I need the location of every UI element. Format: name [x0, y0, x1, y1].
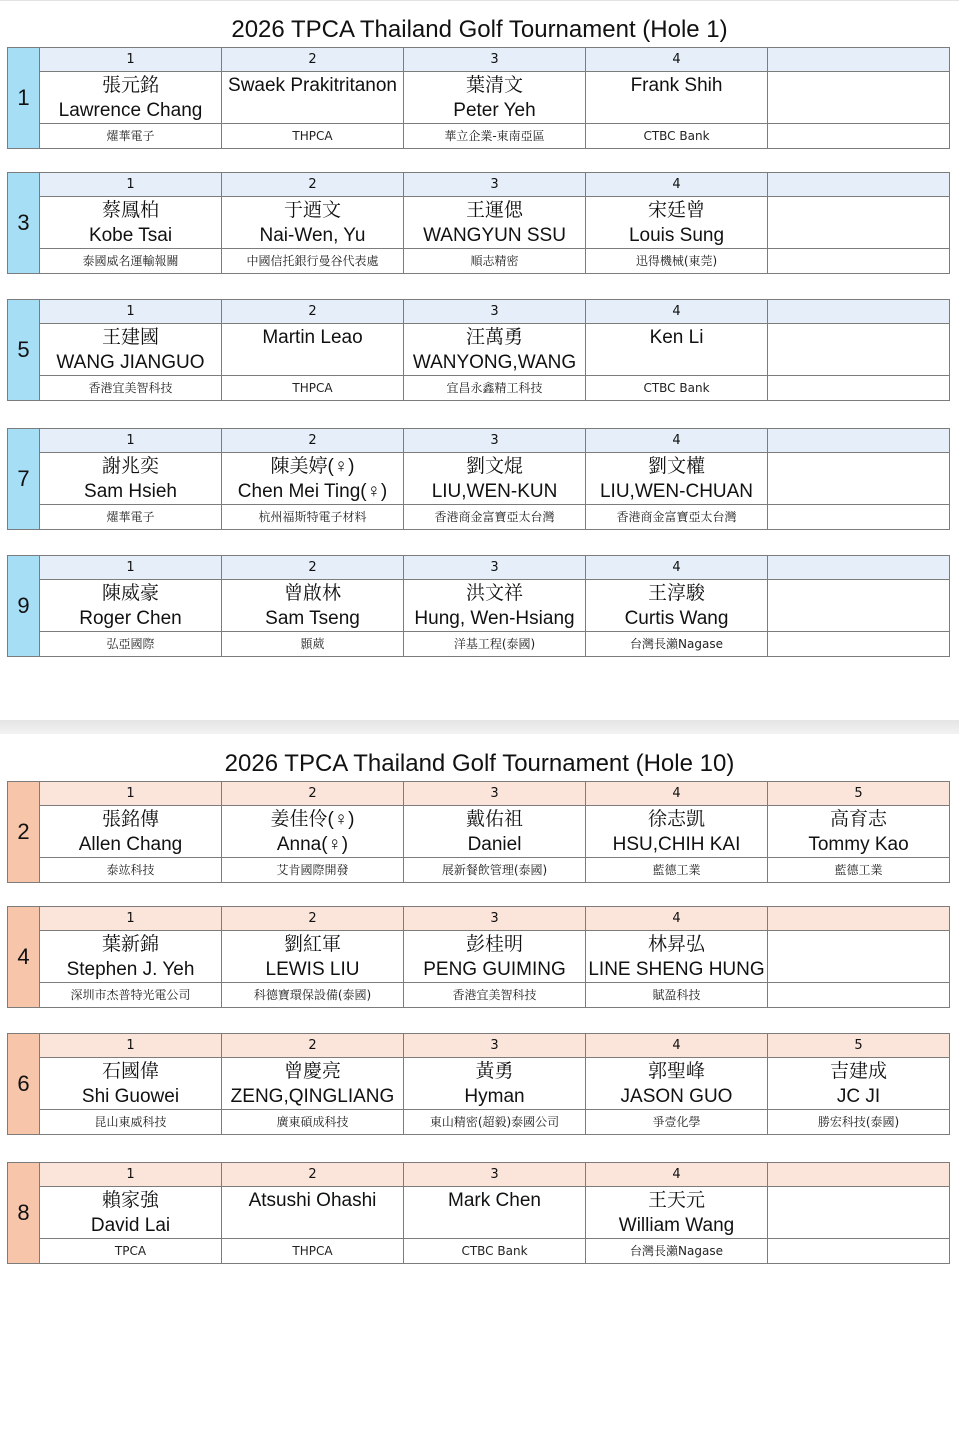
company-name: CTBC Bank [586, 376, 768, 401]
slot-number-row [40, 299, 950, 324]
slot-number: 2 [222, 428, 404, 453]
hole-number: 1 [7, 47, 40, 149]
player-english-name: Shi Guowei [81, 1086, 180, 1107]
player-cell [404, 453, 586, 505]
company-name-row [40, 124, 950, 149]
company-name: 燿華電子 [40, 505, 222, 530]
player-english-name: Sam Hsieh [84, 481, 177, 502]
slot-number-row [40, 1162, 950, 1187]
player-cell [586, 580, 768, 632]
slot-number: 2 [222, 1033, 404, 1058]
slot-number: 1 [40, 172, 222, 197]
player-cell [222, 931, 404, 983]
hole-number: 3 [7, 172, 40, 274]
player-grid [40, 172, 950, 274]
slot-number: 1 [40, 47, 222, 72]
player-cell [222, 197, 404, 249]
player-cell [404, 197, 586, 249]
player-cell [40, 806, 222, 858]
player-english-name: Louis Sung [628, 225, 725, 246]
player-english-name: JASON GUO [620, 1086, 733, 1107]
player-chinese-name: 洪文祥 [465, 583, 523, 604]
player-cell [404, 806, 586, 858]
player-cell [40, 1187, 222, 1239]
player-english-name: Curtis Wang [624, 608, 729, 629]
slot-number-row [40, 1033, 950, 1058]
company-name: 華立企業-東南亞區 [404, 124, 586, 149]
player-chinese-name: Ken Li [649, 327, 704, 348]
player-english-name: Stephen J. Yeh [66, 959, 195, 980]
company-name: 香港宜美智科技 [40, 376, 222, 401]
player-chinese-name: 賴家強 [101, 1190, 159, 1211]
player-grid [40, 555, 950, 657]
company-name: 燿華電子 [40, 124, 222, 149]
tee-group [7, 172, 950, 274]
company-name: 藍德工業 [768, 858, 950, 883]
player-cell [222, 453, 404, 505]
player-cell [40, 324, 222, 376]
player-cell [40, 72, 222, 124]
player-english-name: JC JI [836, 1086, 881, 1107]
slot-number-row [40, 555, 950, 580]
slot-number: 2 [222, 781, 404, 806]
tee-group [7, 299, 950, 401]
company-name [768, 1239, 950, 1264]
player-chinese-name: Martin Leao [262, 327, 363, 348]
slot-number: 5 [768, 781, 950, 806]
company-name: 爭壹化學 [586, 1110, 768, 1135]
player-english-name: LINE SHENG HUNG [588, 959, 765, 980]
player-grid [40, 299, 950, 401]
player-cell [768, 72, 950, 124]
player-grid [40, 428, 950, 530]
company-name: 展新餐飲管理(泰國) [404, 858, 586, 883]
hole-number: 8 [7, 1162, 40, 1264]
hole-number: 2 [7, 781, 40, 883]
player-chinese-name: 吉建成 [829, 1061, 887, 1082]
player-english-name: ZENG,QINGLIANG [230, 1086, 395, 1107]
player-chinese-name: 劉紅軍 [283, 934, 341, 955]
company-name: 中國信托銀行曼谷代表處 [222, 249, 404, 274]
player-chinese-name: 宋廷曾 [647, 200, 705, 221]
company-name [768, 632, 950, 657]
player-cell [768, 1187, 950, 1239]
player-cell [586, 453, 768, 505]
page-break [0, 720, 959, 734]
player-name-row [40, 72, 950, 124]
slot-number: 4 [586, 555, 768, 580]
player-chinese-name: Swaek Prakitritanon [228, 75, 397, 96]
slot-number: 3 [404, 1162, 586, 1187]
company-name: 台灣長瀨Nagase [586, 1239, 768, 1264]
company-name-row [40, 983, 950, 1008]
player-name-row [40, 197, 950, 249]
player-cell [222, 1058, 404, 1110]
player-chinese-name: 姜佳伶(♀) [270, 809, 355, 830]
slot-number: 4 [586, 1033, 768, 1058]
slot-number: 1 [40, 428, 222, 453]
slot-number [768, 1162, 950, 1187]
player-chinese-name: 謝兆奕 [101, 456, 159, 477]
player-chinese-name: 林昇弘 [647, 934, 705, 955]
slot-number: 2 [222, 1162, 404, 1187]
player-english-name: Tommy Kao [808, 834, 909, 855]
company-name: 藍德工業 [586, 858, 768, 883]
company-name: 弘亞國際 [40, 632, 222, 657]
player-cell [404, 931, 586, 983]
company-name: 昆山東威科技 [40, 1110, 222, 1135]
slot-number: 3 [404, 1033, 586, 1058]
player-english-name: HSU,CHIH KAI [612, 834, 741, 855]
tee-group [7, 1162, 950, 1264]
player-english-name: Nai-Wen, Yu [259, 225, 366, 246]
slot-number: 3 [404, 555, 586, 580]
hole-number: 6 [7, 1033, 40, 1135]
player-english-name: Hung, Wen-Hsiang [414, 608, 575, 629]
slot-number-row [40, 906, 950, 931]
player-cell [40, 453, 222, 505]
player-grid [40, 47, 950, 149]
player-chinese-name: 黃勇 [475, 1061, 514, 1082]
slot-number-row [40, 428, 950, 453]
slot-number: 4 [586, 906, 768, 931]
player-cell [768, 453, 950, 505]
player-chinese-name: 王天元 [647, 1190, 705, 1211]
slot-number: 3 [404, 428, 586, 453]
company-name: TPCA [40, 1239, 222, 1264]
company-name-row [40, 1110, 950, 1135]
player-name-row [40, 931, 950, 983]
player-chinese-name: 高育志 [829, 809, 887, 830]
player-cell [404, 1058, 586, 1110]
player-cell [586, 72, 768, 124]
slot-number: 1 [40, 299, 222, 324]
slot-number: 4 [586, 172, 768, 197]
player-cell [40, 197, 222, 249]
company-name: 東山精密(超毅)泰國公司 [404, 1110, 586, 1135]
slot-number: 4 [586, 1162, 768, 1187]
player-cell [586, 806, 768, 858]
player-english-name: PENG GUIMING [423, 959, 566, 980]
player-english-name: Sam Tseng [265, 608, 360, 629]
slot-number: 4 [586, 299, 768, 324]
slot-number-row [40, 47, 950, 72]
player-chinese-name: 曾啟林 [283, 583, 341, 604]
slot-number [768, 47, 950, 72]
tee-group [7, 555, 950, 657]
company-name: 科德寶環保設備(泰國) [222, 983, 404, 1008]
slot-number: 5 [768, 1033, 950, 1058]
player-name-row [40, 1058, 950, 1110]
player-cell [586, 324, 768, 376]
slot-number: 4 [586, 47, 768, 72]
company-name: 洋基工程(泰國) [404, 632, 586, 657]
slot-number: 4 [586, 781, 768, 806]
player-cell [586, 931, 768, 983]
company-name-row [40, 1239, 950, 1264]
player-cell [222, 324, 404, 376]
player-grid [40, 1162, 950, 1264]
player-cell [768, 1058, 950, 1110]
player-english-name: David Lai [90, 1215, 171, 1236]
company-name: 賦盈科技 [586, 983, 768, 1008]
company-name: 香港宜美智科技 [404, 983, 586, 1008]
player-chinese-name: Frank Shih [630, 75, 723, 96]
player-cell [222, 1187, 404, 1239]
company-name: 宜昌永鑫精工科技 [404, 376, 586, 401]
player-chinese-name: 汪萬勇 [465, 327, 523, 348]
player-chinese-name: 葉新錦 [101, 934, 159, 955]
company-name: CTBC Bank [586, 124, 768, 149]
company-name-row [40, 632, 950, 657]
company-name: THPCA [222, 124, 404, 149]
company-name [768, 124, 950, 149]
player-cell [40, 1058, 222, 1110]
player-chinese-name: 張銘傳 [101, 809, 159, 830]
player-chinese-name: 郭聖峰 [647, 1061, 705, 1082]
slot-number: 4 [586, 428, 768, 453]
slot-number: 3 [404, 47, 586, 72]
tee-group [7, 906, 950, 1008]
hole-number: 5 [7, 299, 40, 401]
company-name-row [40, 376, 950, 401]
company-name: THPCA [222, 376, 404, 401]
player-cell [404, 72, 586, 124]
company-name-row [40, 249, 950, 274]
company-name: 深圳市杰普特光電公司 [40, 983, 222, 1008]
slot-number: 1 [40, 1033, 222, 1058]
player-cell [768, 806, 950, 858]
player-cell [222, 806, 404, 858]
company-name: 迅得機械(東莞) [586, 249, 768, 274]
tee-group [7, 428, 950, 530]
slot-number-row [40, 781, 950, 806]
player-cell [586, 1058, 768, 1110]
player-english-name: Chen Mei Ting(♀) [237, 481, 388, 502]
player-chinese-name: 陳美婷(♀) [270, 456, 355, 477]
slot-number: 2 [222, 47, 404, 72]
player-english-name: LIU,WEN-KUN [431, 481, 558, 502]
company-name: 顥葳 [222, 632, 404, 657]
player-chinese-name: 于迺文 [283, 200, 341, 221]
player-english-name: LIU,WEN-CHUAN [599, 481, 754, 502]
tee-group [7, 1033, 950, 1135]
slot-number-row [40, 172, 950, 197]
player-chinese-name: 陳威豪 [101, 583, 159, 604]
player-english-name: LEWIS LIU [265, 959, 360, 980]
hole-number: 9 [7, 555, 40, 657]
slot-number: 1 [40, 555, 222, 580]
player-chinese-name: 王運偲 [465, 200, 523, 221]
player-chinese-name: 石國偉 [101, 1061, 159, 1082]
slot-number [768, 172, 950, 197]
player-grid [40, 906, 950, 1008]
player-english-name: WANGYUN SSU [423, 225, 566, 246]
player-cell [404, 1187, 586, 1239]
player-english-name: WANYONG,WANG [412, 352, 577, 373]
company-name: THPCA [222, 1239, 404, 1264]
player-chinese-name: 劉文權 [647, 456, 705, 477]
player-chinese-name: 王淳駿 [647, 583, 705, 604]
slot-number: 1 [40, 781, 222, 806]
slot-number [768, 428, 950, 453]
player-name-row [40, 1187, 950, 1239]
player-cell [40, 931, 222, 983]
top-divider [0, 0, 959, 1]
page-title-hole-10: 2026 TPCA Thailand Golf Tournament (Hole 10) [224, 750, 735, 777]
company-name: 順志精密 [404, 249, 586, 274]
player-cell [586, 197, 768, 249]
player-english-name: Hyman [464, 1086, 525, 1107]
player-cell [768, 197, 950, 249]
slot-number: 2 [222, 172, 404, 197]
company-name-row [40, 505, 950, 530]
company-name [768, 983, 950, 1008]
player-english-name: Kobe Tsai [88, 225, 173, 246]
company-name: 艾肯國際開發 [222, 858, 404, 883]
hole-number: 4 [7, 906, 40, 1008]
player-cell [222, 72, 404, 124]
player-chinese-name: 劉文焜 [465, 456, 523, 477]
player-chinese-name: 彭桂明 [465, 934, 523, 955]
hole-number: 7 [7, 428, 40, 530]
player-name-row [40, 806, 950, 858]
slot-number: 2 [222, 906, 404, 931]
slot-number: 2 [222, 555, 404, 580]
player-cell [222, 580, 404, 632]
player-english-name: Roger Chen [79, 608, 182, 629]
player-chinese-name: 徐志凱 [647, 809, 705, 830]
slot-number: 3 [404, 906, 586, 931]
player-name-row [40, 453, 950, 505]
player-cell [404, 580, 586, 632]
slot-number: 3 [404, 299, 586, 324]
player-english-name: Anna(♀) [276, 834, 349, 855]
player-grid [40, 781, 950, 883]
company-name-row [40, 858, 950, 883]
player-chinese-name: 張元銘 [101, 75, 159, 96]
company-name: 廣東碩成科技 [222, 1110, 404, 1135]
company-name [768, 376, 950, 401]
company-name: CTBC Bank [404, 1239, 586, 1264]
player-english-name: Peter Yeh [453, 100, 536, 121]
player-english-name: Allen Chang [78, 834, 183, 855]
page-title-hole-1: 2026 TPCA Thailand Golf Tournament (Hole 1) [231, 16, 728, 43]
slot-number: 1 [40, 906, 222, 931]
slot-number [768, 299, 950, 324]
player-chinese-name: 蔡鳳柏 [101, 200, 159, 221]
player-english-name: Lawrence Chang [58, 100, 203, 121]
slot-number: 3 [404, 781, 586, 806]
company-name: 泰竑科技 [40, 858, 222, 883]
company-name: 台灣長瀨Nagase [586, 632, 768, 657]
slot-number [768, 906, 950, 931]
player-chinese-name: 葉清文 [465, 75, 523, 96]
player-cell [586, 1187, 768, 1239]
player-cell [768, 931, 950, 983]
slot-number [768, 555, 950, 580]
player-name-row [40, 324, 950, 376]
company-name [768, 505, 950, 530]
player-chinese-name: Mark Chen [448, 1190, 541, 1211]
player-cell [768, 324, 950, 376]
player-english-name: WANG JIANGUO [56, 352, 205, 373]
player-name-row [40, 580, 950, 632]
player-chinese-name: 戴佑祖 [465, 809, 523, 830]
player-chinese-name: Atsushi Ohashi [248, 1190, 377, 1211]
slot-number: 3 [404, 172, 586, 197]
player-chinese-name: 曾慶亮 [283, 1061, 341, 1082]
slot-number: 1 [40, 1162, 222, 1187]
company-name: 杭州福斯特電子材料 [222, 505, 404, 530]
tee-group [7, 781, 950, 883]
player-grid [40, 1033, 950, 1135]
player-cell [768, 580, 950, 632]
tee-group [7, 47, 950, 149]
player-cell [404, 324, 586, 376]
company-name: 香港商金富寶亞太台灣 [586, 505, 768, 530]
player-english-name: Daniel [467, 834, 522, 855]
company-name [768, 249, 950, 274]
company-name: 香港商金富寶亞太台灣 [404, 505, 586, 530]
player-english-name: William Wang [618, 1215, 735, 1236]
company-name: 泰國威名運輸報關 [40, 249, 222, 274]
company-name: 勝宏科技(泰國) [768, 1110, 950, 1135]
player-cell [40, 580, 222, 632]
slot-number: 2 [222, 299, 404, 324]
player-chinese-name: 王建國 [101, 327, 159, 348]
